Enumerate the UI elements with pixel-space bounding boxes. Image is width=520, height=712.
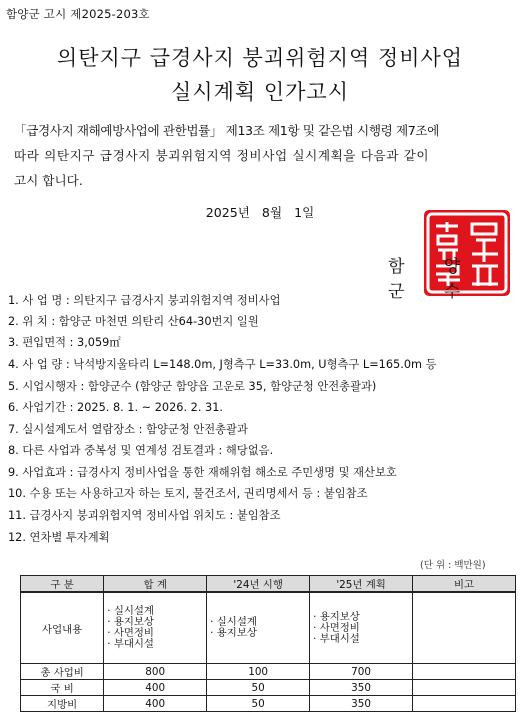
cell-2025: 700 <box>310 664 413 680</box>
list-item: · 실시설계 <box>107 605 154 617</box>
content-label: 사업내용 <box>21 592 104 664</box>
content-note <box>413 592 516 664</box>
table-row <box>21 680 516 696</box>
cell-total: 400 <box>104 680 207 696</box>
cell-2024: 100 <box>207 664 310 680</box>
notice-number: 함양군 고시 제2025-203호 <box>6 7 150 21</box>
content-total <box>104 592 207 664</box>
cell-2025: 350 <box>310 696 413 712</box>
header-total: 합 계 <box>104 576 207 593</box>
list-item: · 용지보상 <box>210 627 257 639</box>
header-2025: '25년 계획 <box>310 576 413 593</box>
issuer-name: 함 양 군 수 <box>388 257 478 302</box>
list-item: 3. 편입면적 : 3,059㎡ <box>8 336 121 349</box>
row-label: 총 사업비 <box>21 664 104 680</box>
cell-total: 400 <box>104 696 207 712</box>
list-item: 11. 급경사지 붕괴위험지역 정비사업 위치도 : 붙임참조 <box>8 509 281 522</box>
header-category: 구 분 <box>21 576 104 593</box>
cell-total: 800 <box>104 664 207 680</box>
intro-paragraph <box>14 118 514 193</box>
cell-2024: 50 <box>207 696 310 712</box>
cell-note <box>413 696 516 712</box>
row-label: 국 비 <box>21 680 104 696</box>
content-2025 <box>310 592 413 664</box>
list-item: 12. 연차별 투자계획 <box>8 531 110 544</box>
intro-line: 「급경사지 재해예방사업에 관한법률」 제13조 제1항 및 같은법 시행령 제7조에 <box>14 123 439 138</box>
list-item: 4. 사 업 량 : 낙석방지울타리 L=148.0m, J형측구 L=33.0m, U형측구 L=165.0m 등 <box>8 358 437 371</box>
row-label: 지방비 <box>21 696 104 712</box>
list-item: 9. 사업효과 : 급경사지 정비사업을 통한 재해위험 해소로 주민생명 및 재산보호 <box>8 466 397 479</box>
notice-date: 2025년 8월 1일 <box>205 205 315 220</box>
intro-line: 따라 의탄지구 급경사지 붕괴위험지역 정비사업 실시계획을 다음과 같이 <box>14 148 430 163</box>
page-title-line1: 의탄지구 급경사지 붕괴위험지역 정비사업 <box>56 46 464 70</box>
list-item: · 용지보상 <box>313 610 360 623</box>
list-item: · 실시설계 <box>210 616 257 628</box>
content-2024 <box>207 592 310 664</box>
list-item: · 사면정비 <box>313 621 360 634</box>
table-row <box>21 592 516 664</box>
table-row <box>21 664 516 680</box>
intro-line: 고시 합니다. <box>14 173 83 188</box>
header-2024: '24년 시행 <box>207 576 310 593</box>
cell-2025: 350 <box>310 680 413 696</box>
list-item: · 사면정비 <box>107 627 154 639</box>
list-item: 5. 시업시행자 : 함양군수 (함양군 함양읍 고운로 35, 함양군청 안전총괄과) <box>8 380 377 393</box>
list-item: 1. 사 업 명 : 의탄지구 급경사지 붕괴위험지역 정비사업 <box>8 294 281 307</box>
header-note: 비고 <box>413 576 516 593</box>
investment-plan-table <box>20 575 516 712</box>
list-item: 10. 수용 또는 사용하고자 하는 토지, 물건조서, 권리명세서 등 : 붙임참조 <box>8 487 368 500</box>
page-title-line2: 실시계획 인가고시 <box>171 80 349 104</box>
list-item: · 용지보상 <box>107 616 154 628</box>
table-row <box>21 696 516 712</box>
cell-2024: 50 <box>207 680 310 696</box>
list-item: 6. 사업기간 : 2025. 8. 1. ~ 2026. 2. 31. <box>8 401 224 414</box>
list-item: · 부대시설 <box>107 638 154 650</box>
list-item: 7. 실시설계도서 열람장소 : 함양군청 안전총괄과 <box>8 423 248 436</box>
list-item: 2. 위 치 : 함양군 마천면 의탄리 산64-30번지 일원 <box>8 315 259 328</box>
list-item: · 부대시설 <box>313 632 360 645</box>
list-item: 8. 다른 사업과 중복성 및 연계성 검토결과 : 해당없음. <box>8 444 274 457</box>
cell-note <box>413 680 516 696</box>
table-unit: (단 위 : 백만원) <box>420 560 486 571</box>
cell-note <box>413 664 516 680</box>
